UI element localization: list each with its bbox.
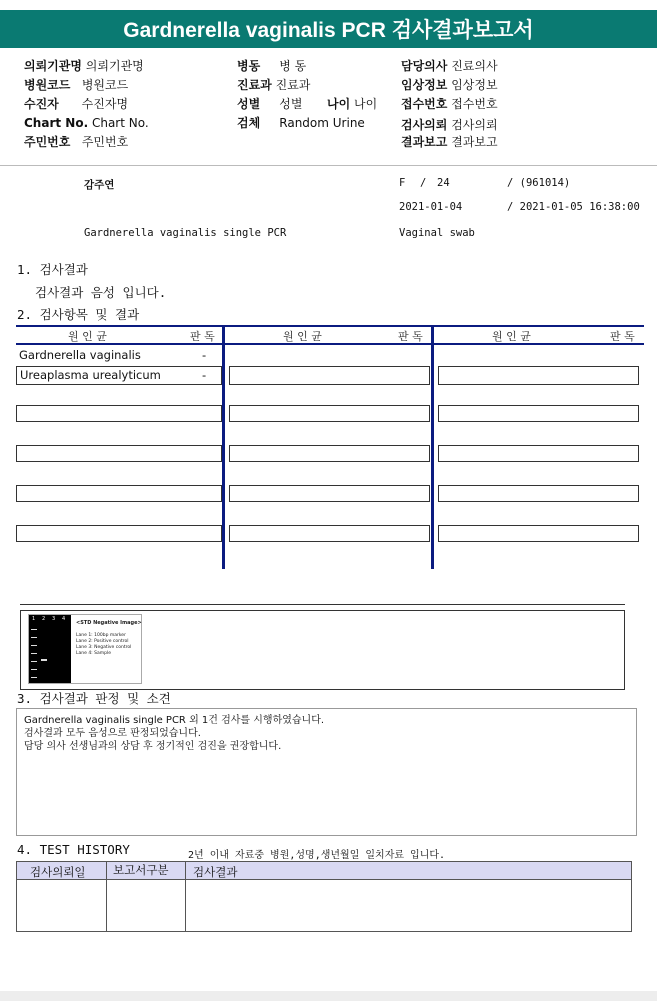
- header-divider: [0, 165, 657, 166]
- gel-band: [31, 629, 37, 630]
- patient-sex: F: [399, 177, 406, 189]
- gel-band: [31, 645, 37, 646]
- results-col-divider-1: [222, 325, 225, 569]
- empty-result-cell: [229, 485, 430, 502]
- gel-band: [31, 637, 37, 638]
- empty-result-cell: [229, 405, 430, 422]
- opinion-line: Gardnerella vaginalis single PCR 외 1건 검사를 시행하였습니다.: [24, 715, 325, 726]
- request-date: 2021-01-04: [399, 201, 463, 213]
- empty-result-cell: [229, 366, 430, 385]
- test-name: Gardnerella vaginalis single PCR: [84, 227, 287, 239]
- header-test-request: 검사의뢰 검사의뢰: [401, 118, 498, 132]
- gel-lane-label: 2: [42, 616, 46, 622]
- specimen-type: Vaginal swab: [399, 227, 475, 239]
- header-chart-no: Chart No. Chart No.: [24, 116, 149, 130]
- result-row-value: -: [202, 368, 207, 382]
- gel-photo: [29, 615, 71, 683]
- opinion-text: [24, 714, 324, 753]
- col-header-pathogen-2: 원 인 균: [283, 330, 322, 343]
- history-col-divider: [185, 861, 186, 932]
- empty-result-cell: [438, 405, 639, 422]
- report-datetime: / 2021-01-05 16:38:00: [507, 201, 640, 213]
- header-result-report: 결과보고 결과보고: [401, 135, 498, 149]
- gel-legend-line: Lane 1: 100bp marker: [76, 633, 126, 638]
- col-header-judgement-1: 판 독: [190, 330, 215, 343]
- empty-result-cell: [438, 445, 639, 462]
- header-resident-no: 주민번호 주민번호: [24, 135, 129, 149]
- history-table-header: [16, 861, 632, 880]
- gel-legend-line: Lane 4: Sample: [76, 651, 111, 656]
- section1-heading: 1. 검사결과: [17, 262, 88, 277]
- section4-heading: 4. TEST HISTORY: [17, 842, 130, 857]
- history-col-request-date: 검사의뢰일: [30, 865, 86, 879]
- result-row-name: Ureaplasma urealyticum: [20, 368, 161, 382]
- header-hospital-name: 의뢰기관명 의뢰기관명: [24, 59, 144, 73]
- header-department: 진료과 진료과: [237, 78, 311, 92]
- section1-result-text: 검사결과 음성 입니다.: [35, 285, 167, 300]
- col-header-judgement-3: 판 독: [610, 330, 635, 343]
- page-bottom-margin: [0, 991, 657, 1001]
- history-col-result: 검사결과: [193, 865, 238, 879]
- empty-result-cell: [16, 525, 222, 542]
- patient-age: 24: [437, 177, 450, 189]
- empty-result-cell: [16, 485, 222, 502]
- header-clinical-info: 임상정보 임상정보: [401, 78, 498, 92]
- history-col-report-type: 보고서구분: [113, 863, 169, 877]
- gel-lane-label: 3: [52, 616, 56, 622]
- empty-result-cell: [16, 405, 222, 422]
- gel-lane-label: 4: [62, 616, 66, 622]
- opinion-line: 담당 의사 선생님과의 상담 후 정기적인 검진을 권장합니다.: [24, 741, 282, 752]
- gel-band: [31, 661, 37, 662]
- header-hospital-code: 병원코드 병원코드: [24, 78, 129, 92]
- empty-result-cell: [438, 525, 639, 542]
- gel-legend-line: Lane 3: Negative control: [76, 645, 132, 650]
- patient-name: 감주연: [84, 179, 115, 191]
- patient-slash-1: /: [420, 177, 427, 189]
- section3-heading: 3. 검사결과 판정 및 소견: [17, 691, 171, 706]
- history-col-divider: [106, 861, 107, 932]
- col-header-judgement-2: 판 독: [398, 330, 423, 343]
- result-row-value: -: [202, 348, 207, 362]
- empty-result-cell: [229, 445, 430, 462]
- header-patient: 수진자 수진자명: [24, 97, 129, 111]
- results-table-top-rule: [16, 325, 644, 327]
- gel-lane-label: 1: [32, 616, 36, 622]
- col-header-pathogen-1: 원 인 균: [68, 330, 107, 343]
- header-doctor: 담당의사 진료의사: [401, 59, 498, 73]
- gel-area-top-rule: [20, 604, 625, 605]
- empty-result-cell: [16, 445, 222, 462]
- header-specimen: 검체 Random Urine: [237, 116, 365, 130]
- gel-legend-title: <STD Negative Image>: [76, 620, 142, 626]
- gel-band: [31, 677, 37, 678]
- gel-image: [28, 614, 142, 684]
- gel-legend-line: Lane 2: Positive control: [76, 639, 129, 644]
- header-age: 나이 나이: [327, 97, 378, 111]
- empty-result-cell: [438, 485, 639, 502]
- gel-band: [31, 653, 37, 654]
- results-col-divider-2: [431, 325, 434, 569]
- gel-band: [31, 669, 37, 670]
- header-sex: 성별 성별: [237, 97, 303, 111]
- opinion-line: 검사결과 모두 음성으로 판정되었습니다.: [24, 728, 201, 739]
- section2-heading: 2. 검사항목 및 결과: [17, 307, 140, 322]
- gel-band: [41, 659, 47, 661]
- empty-result-cell: [438, 366, 639, 385]
- header-ward: 병동 병 동: [237, 59, 307, 73]
- result-row-name: Gardnerella vaginalis: [19, 348, 141, 362]
- history-note: 2년 이내 자료중 병원,성명,생년월일 일치자료 입니다.: [188, 850, 446, 861]
- history-table-body: [16, 880, 632, 932]
- header-receipt-no: 접수번호 접수번호: [401, 97, 498, 111]
- empty-result-cell: [229, 525, 430, 542]
- report-title: Gardnerella vaginalis PCR 검사결과보고서: [0, 10, 657, 48]
- col-header-pathogen-3: 원 인 균: [492, 330, 531, 343]
- patient-birth: / (961014): [507, 177, 571, 189]
- results-table-header-rule: [16, 343, 644, 345]
